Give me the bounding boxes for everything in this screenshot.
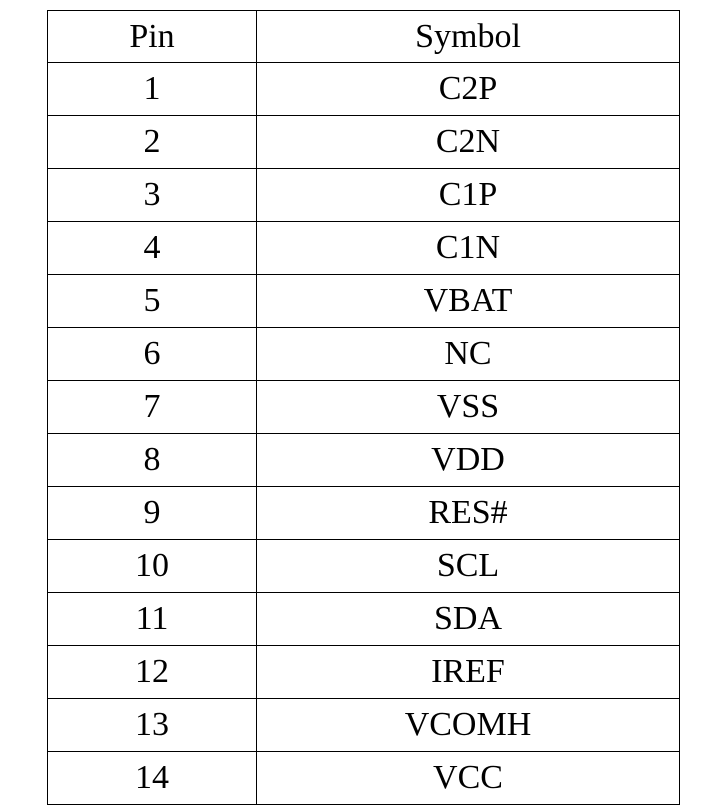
symbol-cell: NC — [257, 328, 680, 381]
table-row — [48, 328, 680, 381]
pin-cell: 11 — [48, 593, 257, 646]
symbol-cell: VBAT — [257, 275, 680, 328]
pin-cell: 2 — [48, 116, 257, 169]
symbol-cell: SDA — [257, 593, 680, 646]
table-row — [48, 593, 680, 646]
symbol-cell: RES# — [257, 487, 680, 540]
table-row — [48, 434, 680, 487]
symbol-cell: VCC — [257, 752, 680, 805]
symbol-cell: VDD — [257, 434, 680, 487]
pin-cell: 13 — [48, 699, 257, 752]
symbol-cell: VCOMH — [257, 699, 680, 752]
table-body — [48, 63, 680, 805]
symbol-column-header: Symbol — [257, 11, 680, 63]
pin-cell: 8 — [48, 434, 257, 487]
table-row — [48, 222, 680, 275]
table-row — [48, 699, 680, 752]
pin-cell: 10 — [48, 540, 257, 593]
table-row — [48, 540, 680, 593]
symbol-cell: C1N — [257, 222, 680, 275]
symbol-cell: SCL — [257, 540, 680, 593]
table-row — [48, 169, 680, 222]
symbol-cell: C1P — [257, 169, 680, 222]
pin-column-header: Pin — [48, 11, 257, 63]
table-header — [48, 11, 680, 63]
pin-cell: 4 — [48, 222, 257, 275]
symbol-cell: C2P — [257, 63, 680, 116]
pin-cell: 14 — [48, 752, 257, 805]
pin-cell: 1 — [48, 63, 257, 116]
symbol-cell: VSS — [257, 381, 680, 434]
table-row — [48, 381, 680, 434]
pin-cell: 5 — [48, 275, 257, 328]
table-row — [48, 487, 680, 540]
pin-cell: 12 — [48, 646, 257, 699]
symbol-cell: IREF — [257, 646, 680, 699]
table-row — [48, 275, 680, 328]
table-row — [48, 752, 680, 805]
pin-cell: 7 — [48, 381, 257, 434]
header-row — [48, 11, 680, 63]
table-row — [48, 116, 680, 169]
pin-cell: 6 — [48, 328, 257, 381]
symbol-cell: C2N — [257, 116, 680, 169]
pin-assignment-table — [47, 10, 680, 805]
pin-cell: 3 — [48, 169, 257, 222]
table-row — [48, 646, 680, 699]
table-row — [48, 63, 680, 116]
pin-cell: 9 — [48, 487, 257, 540]
